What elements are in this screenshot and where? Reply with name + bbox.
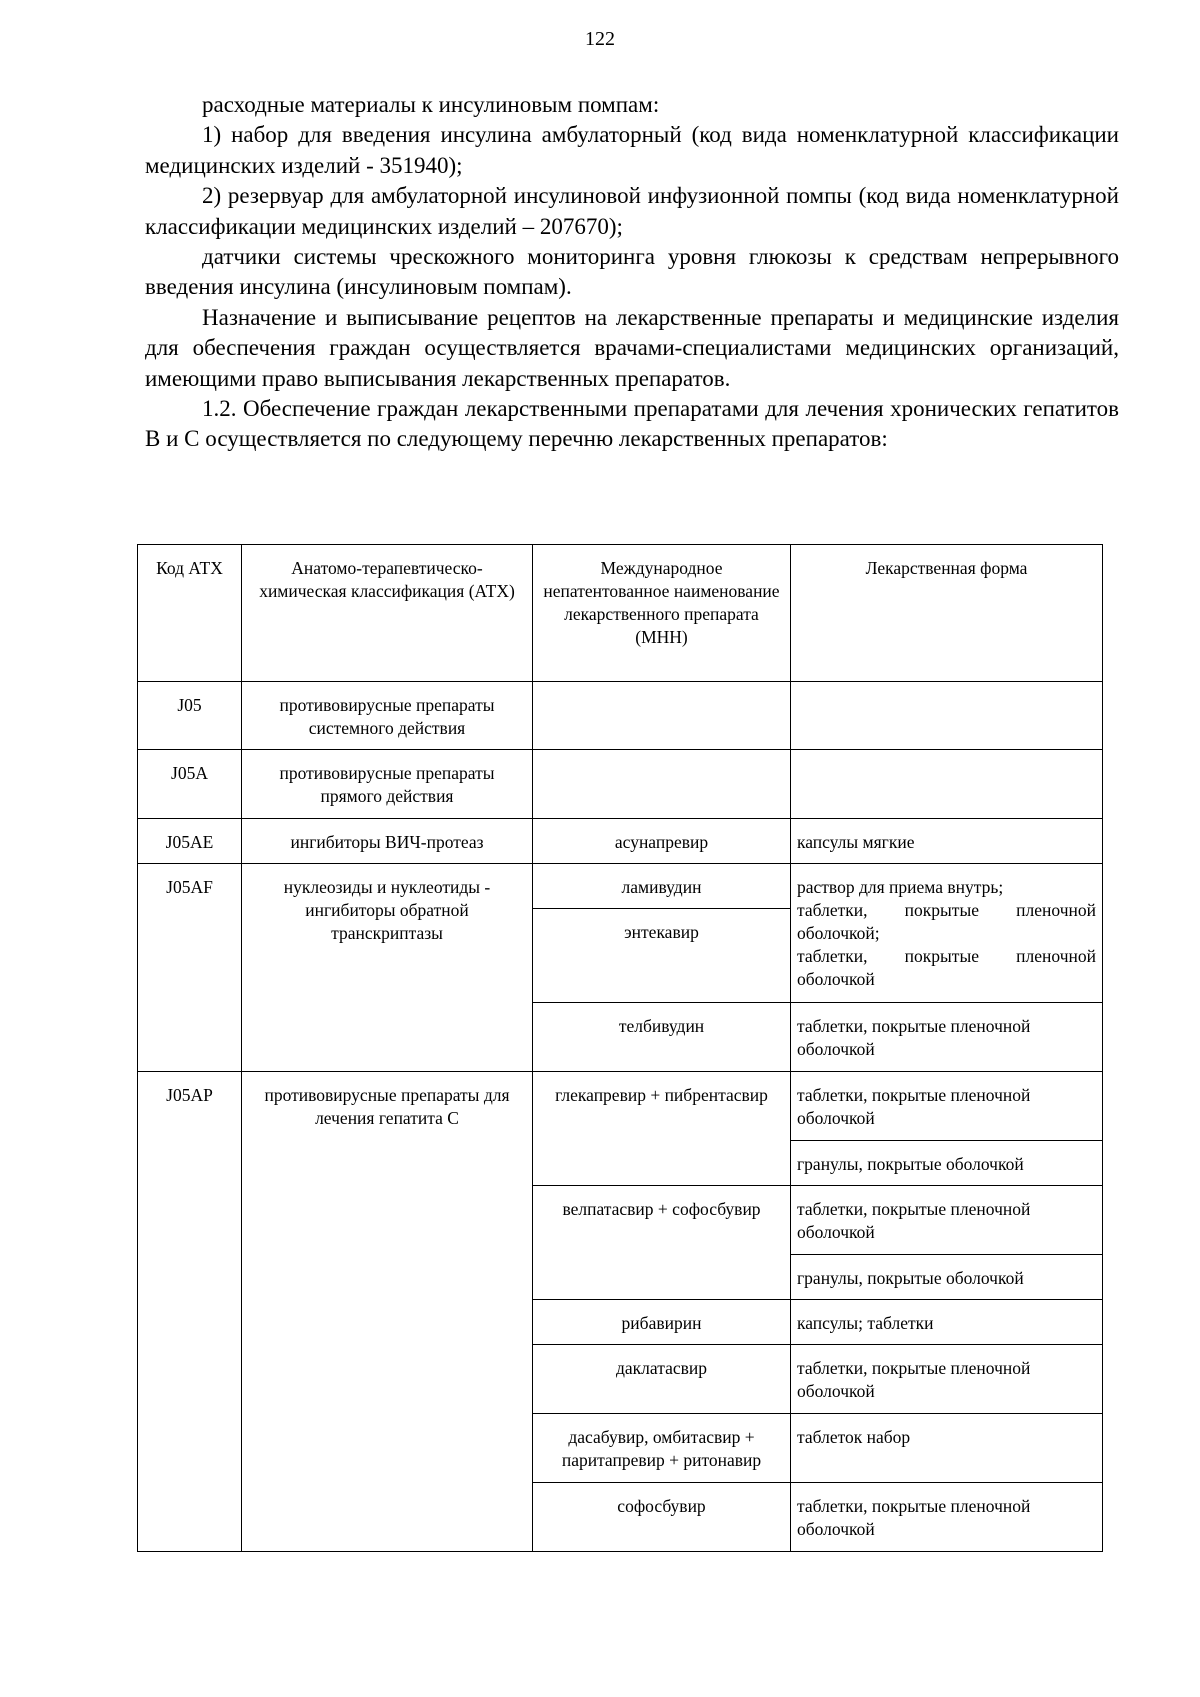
body-text [145, 90, 1119, 455]
table-row [138, 750, 1103, 819]
header-atc-code: Код АТХ [138, 545, 242, 682]
form-cell: таблеток набор [791, 1414, 1103, 1483]
table-row [138, 1072, 1103, 1141]
paragraph: 2) резервуар для амбулаторной инсулиновой инфузионной помпы (код вида номенклатурной классификации медицинских изделий – 207670); [145, 183, 1119, 239]
form-line: раствор для приема внутрь; [797, 877, 1004, 897]
drug-table-container [137, 544, 1102, 1552]
form-cell: капсулы; таблетки [791, 1300, 1103, 1345]
atc-code-cell: J05 [138, 682, 242, 750]
form-cell: таблетки, покрытые пленочной оболочкой [791, 1072, 1103, 1141]
page-number: 122 [585, 28, 615, 50]
inn-cell [533, 750, 791, 819]
inn-cell: софосбувир [533, 1483, 791, 1552]
inn-cell: ламивудин [533, 864, 791, 909]
atc-class-cell: противовирусные препараты прямого действия [242, 750, 533, 819]
inn-cell: велпатасвир + софосбувир [533, 1186, 791, 1300]
atc-class-cell: ингибиторы ВИЧ-протеаз [242, 819, 533, 864]
atc-class-cell: нуклеозиды и нуклеотиды - ингибиторы обратной транскриптазы [242, 864, 533, 1072]
form-cell: таблетки, покрытые пленочной оболочкой [791, 1483, 1103, 1552]
atc-code-cell: J05AP [138, 1072, 242, 1552]
table-row [138, 682, 1103, 750]
paragraph: датчики системы чрескожного мониторинга уровня глюкозы к средствам непрерывного введения инсулина (инсулиновым помпам). [145, 244, 1119, 300]
table-row [138, 864, 1103, 909]
inn-cell: асунапревир [533, 819, 791, 864]
form-cell: таблетки, покрытые пленочной оболочкой [791, 1345, 1103, 1414]
atc-code-cell: J05AF [138, 864, 242, 1072]
header-dosage-form: Лекарственная форма [791, 545, 1103, 682]
inn-cell: дасабувир, омбитасвир + паритапревир + ритонавир [533, 1414, 791, 1483]
paragraph: 1) набор для введения инсулина амбулаторный (код вида номенклатурной классификации медицинских изделий - 351940); [145, 122, 1119, 178]
paragraph: расходные материалы к инсулиновым помпам: [202, 92, 660, 117]
atc-code-cell: J05A [138, 750, 242, 819]
form-cell [791, 864, 1103, 1003]
form-cell: гранулы, покрытые оболочкой [791, 1255, 1103, 1300]
header-inn: Международное непатентованное наименование лекарственного препарата (МНН) [533, 545, 791, 682]
header-atc-classification: Анатомо-терапевтическо-химическая классификация (АТХ) [242, 545, 533, 682]
form-cell: таблетки, покрытые пленочной оболочкой [791, 1186, 1103, 1255]
form-line: таблетки, покрытые пленочной оболочкой [797, 946, 1096, 989]
form-cell: капсулы мягкие [791, 819, 1103, 864]
atc-class-cell: противовирусные препараты системного действия [242, 682, 533, 750]
inn-cell: телбивудин [533, 1003, 791, 1072]
paragraph: 1.2. Обеспечение граждан лекарственными препаратами для лечения хронических гепатитов B и C осуществляется по следующему перечню лекарственных препаратов: [145, 396, 1119, 452]
form-cell [791, 682, 1103, 750]
form-cell [791, 750, 1103, 819]
inn-cell: рибавирин [533, 1300, 791, 1345]
atc-class-cell: противовирусные препараты для лечения гепатита C [242, 1072, 533, 1552]
inn-cell: энтекавир [533, 909, 791, 1003]
drug-table [137, 544, 1103, 1552]
table-header-row [138, 545, 1103, 682]
inn-cell: глекапревир + пибрентасвир [533, 1072, 791, 1186]
inn-cell: даклатасвир [533, 1345, 791, 1414]
table-row [138, 819, 1103, 864]
atc-code-cell: J05AE [138, 819, 242, 864]
form-line: таблетки, покрытые пленочной оболочкой; [797, 900, 1096, 943]
form-cell: гранулы, покрытые оболочкой [791, 1141, 1103, 1186]
form-cell: таблетки, покрытые пленочной оболочкой [791, 1003, 1103, 1072]
inn-cell [533, 682, 791, 750]
paragraph: Назначение и выписывание рецептов на лекарственные препараты и медицинские изделия для обеспечения граждан осуществляется врачами-специалистами медицинских организаций, имеющими право выписывания лекарственных препаратов. [145, 304, 1119, 391]
